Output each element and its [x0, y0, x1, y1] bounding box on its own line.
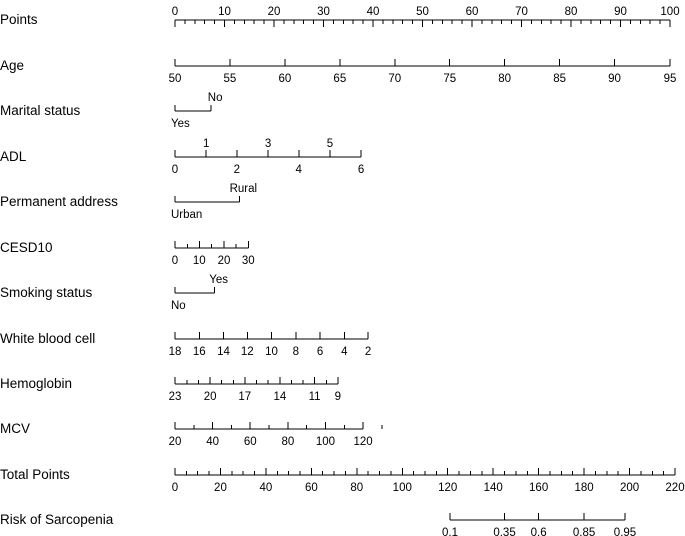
hemoglobin-tick-label-9: 9 [334, 391, 342, 403]
age-tick-label-60: 60 [278, 73, 292, 85]
hemoglobin-tick-label-17: 17 [238, 391, 252, 403]
points-tick-label-50: 50 [416, 6, 429, 18]
total-points-tick-label-40: 40 [259, 482, 273, 494]
white-blood-cell-tick-label-18: 18 [168, 346, 182, 358]
cesd10-tick-label-20: 20 [217, 255, 231, 267]
points-tick-label-10: 10 [218, 6, 231, 18]
risk-of-sarcopenia-tick-label-0-35: 0.35 [493, 527, 516, 536]
smoking-status-level-label-no: No [171, 300, 186, 312]
permanent-address-level-label-urban: Urban [171, 209, 203, 221]
adl-tick-label-1: 1 [202, 138, 210, 150]
cesd10-variable-label: CESD10 [0, 240, 53, 255]
adl-tick-label-0: 0 [171, 164, 179, 176]
mcv-tick-label-80: 80 [281, 436, 295, 448]
points-tick-label-40: 40 [366, 6, 380, 18]
cesd10-tick-label-0: 0 [171, 255, 179, 267]
marital-status-level-label-yes: Yes [171, 118, 190, 130]
marital-status-level-label-no: No [207, 92, 223, 104]
age-tick-label-75: 75 [443, 73, 457, 85]
total-points-tick-label-140: 140 [483, 482, 503, 494]
adl-variable-label: ADL [0, 149, 27, 164]
age-tick-label-50: 50 [168, 73, 182, 85]
white-blood-cell-tick-label-10: 10 [265, 346, 278, 358]
total-points-tick-label-220: 220 [665, 482, 685, 494]
points-tick-label-80: 80 [564, 6, 578, 18]
white-blood-cell-tick-label-14: 14 [217, 346, 230, 358]
smoking-status-level-label-yes: Yes [209, 274, 228, 286]
mcv-tick-label-60: 60 [243, 436, 257, 448]
age-tick-label-90: 90 [608, 73, 621, 85]
total-points-tick-label-0: 0 [171, 482, 179, 494]
white-blood-cell-tick-label-12: 12 [240, 346, 254, 358]
points-tick-label-0: 0 [171, 6, 179, 18]
total-points-tick-label-160: 160 [529, 482, 549, 494]
age-variable-label: Age [0, 58, 25, 73]
adl-tick-label-3: 3 [264, 138, 272, 150]
points-tick-label-60: 60 [465, 6, 479, 18]
mcv-tick-label-20: 20 [168, 436, 182, 448]
cesd10-tick-label-10: 10 [192, 255, 206, 267]
age-tick-label-80: 80 [498, 73, 512, 85]
white-blood-cell-tick-label-4: 4 [341, 346, 348, 358]
permanent-address-level-label-rural: Rural [229, 183, 258, 195]
points-tick-label-100: 100 [660, 6, 680, 18]
age-tick-label-55: 55 [223, 73, 237, 85]
total-points-tick-label-200: 200 [619, 482, 640, 494]
total-points-tick-label-20: 20 [214, 482, 227, 494]
white-blood-cell-tick-label-2: 2 [364, 346, 372, 358]
total-points-tick-label-80: 80 [350, 482, 364, 494]
white-blood-cell-tick-label-16: 16 [192, 346, 206, 358]
age-tick-label-70: 70 [388, 73, 402, 85]
hemoglobin-tick-label-14: 14 [273, 391, 287, 403]
risk-of-sarcopenia-tick-label-0-1: 0.1 [442, 527, 458, 536]
mcv-tick-label-100: 100 [315, 436, 336, 448]
total-points-tick-label-180: 180 [574, 482, 594, 494]
adl-tick-label-6: 6 [357, 164, 365, 176]
hemoglobin-tick-label-20: 20 [203, 391, 217, 403]
age-tick-label-65: 65 [333, 73, 347, 85]
hemoglobin-variable-label: Hemoglobin [0, 376, 73, 391]
points-variable-label: Points [0, 12, 38, 27]
mcv-variable-label: MCV [0, 421, 30, 436]
adl-tick-label-4: 4 [295, 164, 302, 176]
risk-of-sarcopenia-variable-label: Risk of Sarcopenia [0, 512, 114, 527]
age-tick-label-95: 95 [663, 73, 677, 85]
risk-of-sarcopenia-tick-label-0-95: 0.95 [613, 527, 637, 536]
adl-tick-label-2: 2 [233, 164, 241, 176]
points-tick-label-30: 30 [317, 6, 330, 18]
white-blood-cell-tick-label-6: 6 [316, 346, 324, 358]
marital-status-variable-label: Marital status [0, 103, 81, 118]
permanent-address-variable-label: Permanent address [0, 194, 118, 209]
adl-tick-label-5: 5 [326, 138, 334, 150]
white-blood-cell-tick-label-8: 8 [292, 346, 299, 358]
points-tick-label-20: 20 [267, 6, 281, 18]
mcv-tick-label-40: 40 [206, 436, 220, 448]
risk-of-sarcopenia-tick-label-0-85: 0.85 [572, 527, 596, 536]
total-points-tick-label-100: 100 [392, 482, 412, 494]
hemoglobin-tick-label-23: 23 [168, 391, 182, 403]
age-tick-label-85: 85 [553, 73, 567, 85]
total-points-tick-label-120: 120 [438, 482, 458, 494]
hemoglobin-tick-label-11: 11 [308, 391, 321, 403]
white-blood-cell-variable-label: White blood cell [0, 331, 96, 346]
cesd10-tick-label-30: 30 [241, 255, 255, 267]
points-tick-label-70: 70 [515, 6, 528, 18]
risk-of-sarcopenia-tick-label-0-6: 0.6 [530, 527, 547, 536]
points-tick-label-90: 90 [614, 6, 627, 18]
total-points-tick-label-60: 60 [304, 482, 318, 494]
mcv-tick-label-120: 120 [353, 436, 373, 448]
smoking-status-variable-label: Smoking status [0, 285, 93, 300]
total-points-variable-label: Total Points [0, 467, 70, 482]
